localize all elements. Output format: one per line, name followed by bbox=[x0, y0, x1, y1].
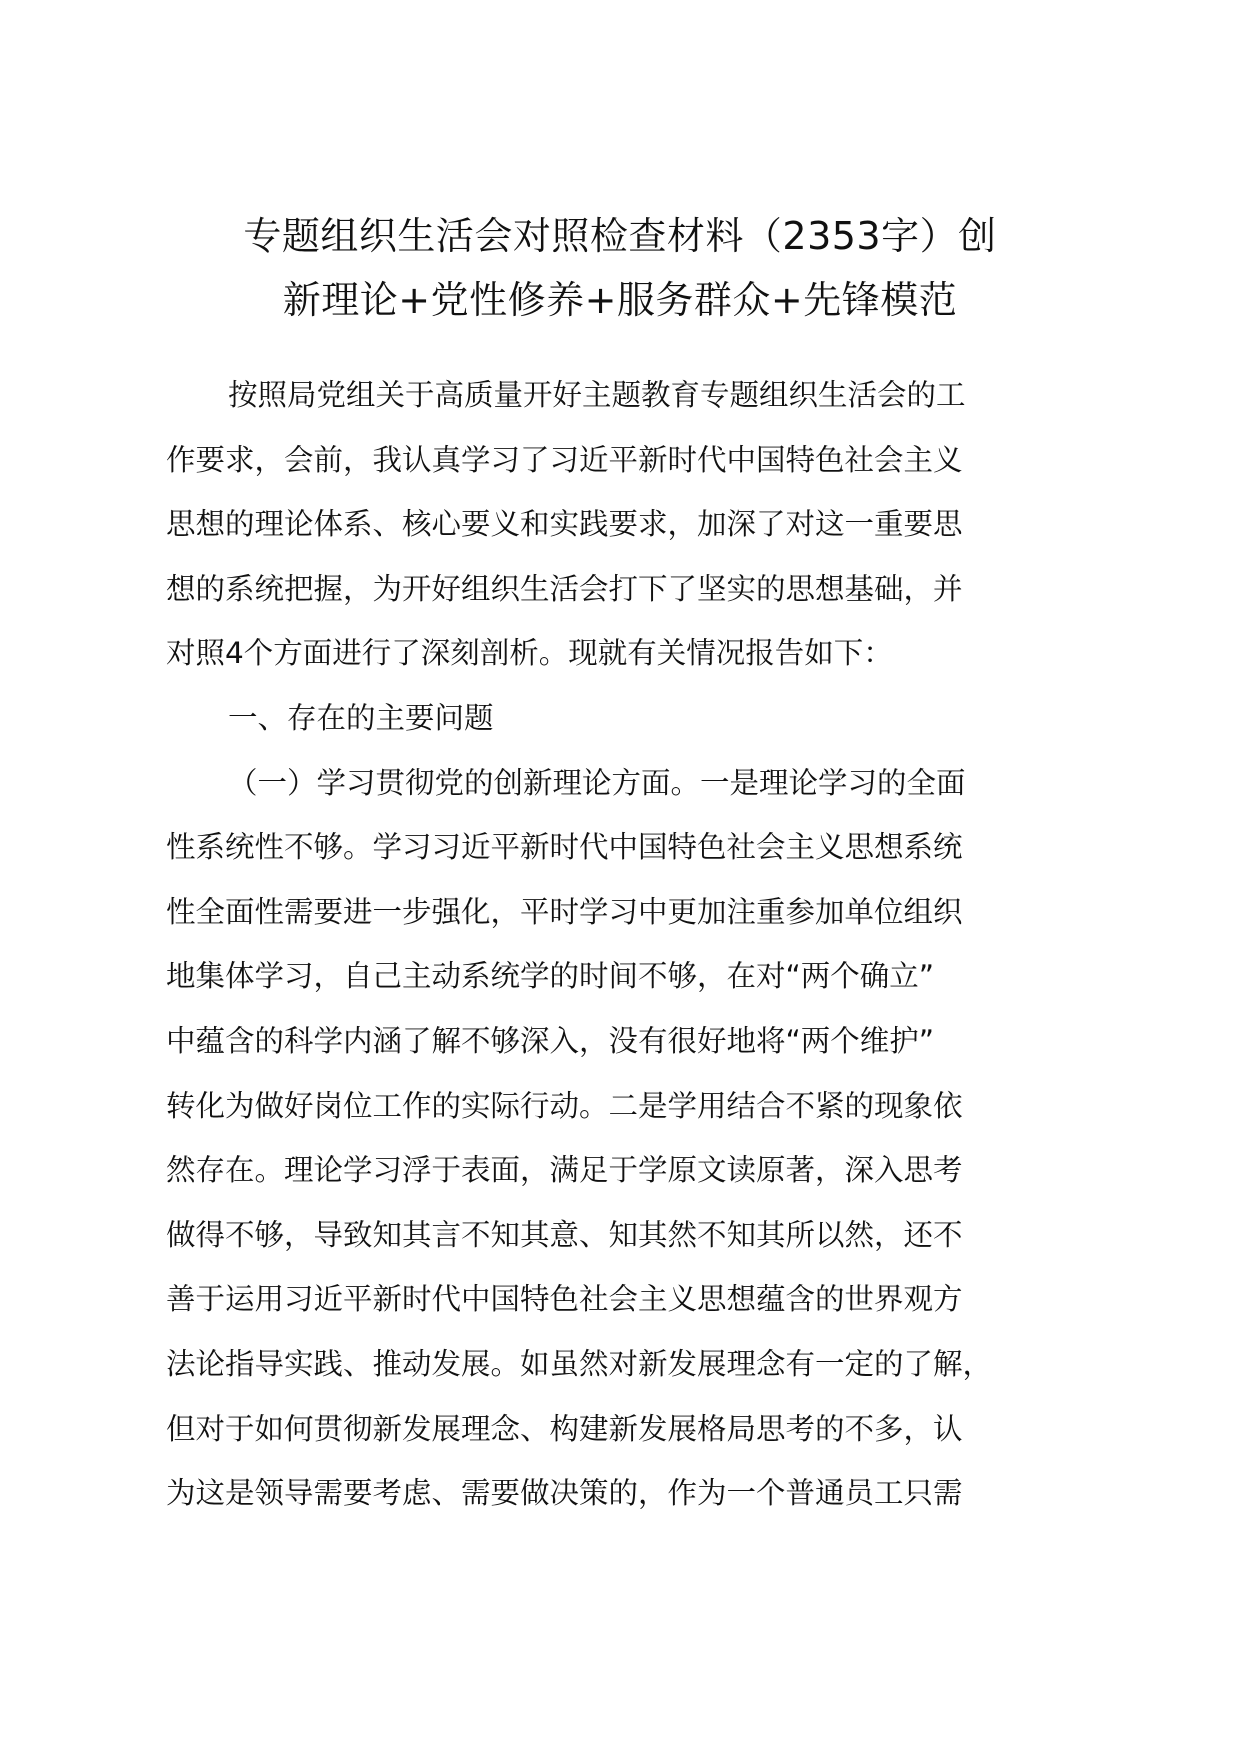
paragraph-line: 按照局党组关于高质量开好主题教育专题组织生活会的工 bbox=[228, 378, 966, 412]
paragraph-line: （一）学习贯彻党的创新理论方面。一是理论学习的全面 bbox=[228, 765, 966, 800]
paragraph-line: 做得不够，导致知其言不知其意、知其然不知其所以然，还不 bbox=[166, 1217, 963, 1252]
paragraph-line: 想的系统把握，为开好组织生活会打下了坚实的思想基础，并 bbox=[166, 571, 963, 606]
document-title bbox=[150, 204, 1090, 332]
title-line-2: 新理论+党性修养+服务群众+先锋模范 bbox=[282, 278, 958, 322]
paragraph-line: 性系统性不够。学习习近平新时代中国特色社会主义思想系统 bbox=[166, 830, 963, 865]
section-heading: 一、存在的主要问题 bbox=[228, 700, 494, 735]
paragraph-line: 中蕴含的科学内涵了解不够深入，没有很好地将“两个维护” bbox=[166, 1023, 935, 1058]
paragraph-line: 然存在。理论学习浮于表面，满足于学原文读原著，深入思考 bbox=[166, 1153, 963, 1188]
paragraph-line: 转化为做好岗位工作的实际行动。二是学用结合不紧的现象依 bbox=[166, 1088, 963, 1123]
title-line-1: 专题组织生活会对照检查材料（2353字）创 bbox=[243, 214, 997, 258]
document-body bbox=[166, 363, 1096, 1526]
paragraph-line: 作要求，会前，我认真学习了习近平新时代中国特色社会主义 bbox=[166, 442, 963, 477]
paragraph-line: 对照4个方面进行了深刻剖析。现就有关情况报告如下： bbox=[166, 636, 893, 671]
paragraph-line: 善于运用习近平新时代中国特色社会主义思想蕴含的世界观方 bbox=[166, 1282, 963, 1317]
paragraph-line: 性全面性需要进一步强化，平时学习中更加注重参加单位组织 bbox=[166, 894, 963, 929]
paragraph-line: 法论指导实践、推动发展。如虽然对新发展理念有一定的了解， bbox=[166, 1346, 993, 1381]
paragraph-line: 地集体学习，自己主动系统学的时间不够，在对“两个确立” bbox=[166, 959, 935, 994]
paragraph-line: 思想的理论体系、核心要义和实践要求，加深了对这一重要思 bbox=[166, 507, 963, 542]
paragraph-line: 为这是领导需要考虑、需要做决策的，作为一个普通员工只需 bbox=[166, 1476, 963, 1511]
paragraph-line: 但对于如何贯彻新发展理念、构建新发展格局思考的不多，认 bbox=[166, 1411, 963, 1446]
